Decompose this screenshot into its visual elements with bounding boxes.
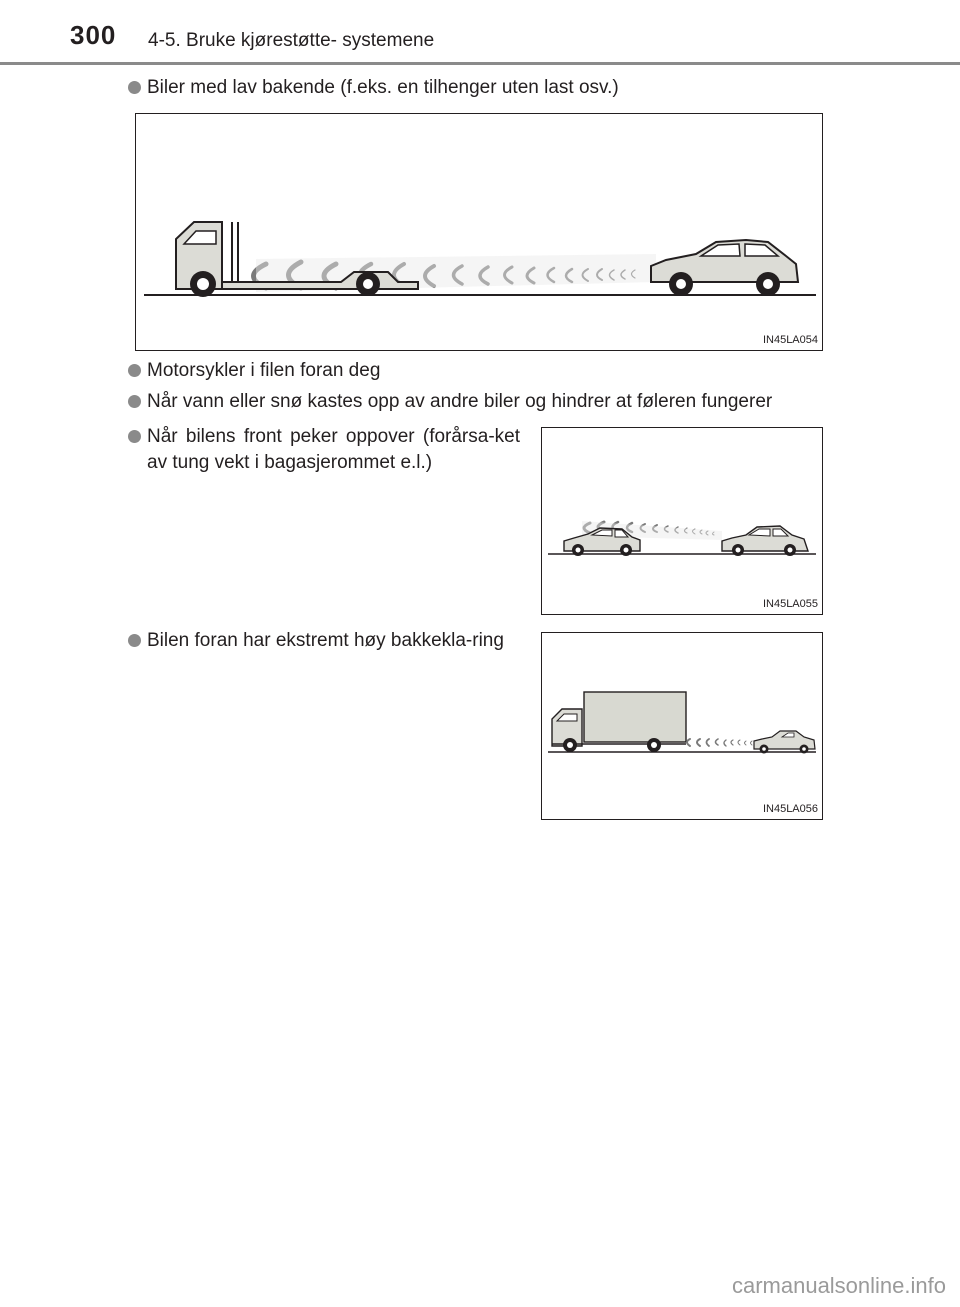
bullet-text: Motorsykler i filen foran deg [147,360,381,381]
page-number: 300 [70,20,117,50]
bullet-dot [128,634,141,647]
header-rule [0,62,960,65]
bullet-high-ground-clearance [128,628,520,654]
figure-code: IN45LA054 [762,334,818,346]
box-truck-illustration [542,633,822,819]
bullet-dot [128,364,141,377]
two-cars-illustration [542,428,822,614]
bullet-text: Når bilens front peker oppover (forårsa-ket av tung vekt i bagasjerommet e.l.) [147,426,520,473]
bullet-dot [128,395,141,408]
watermark: carmanualsonline.info [731,1273,946,1298]
bullet-front-pointing-up [128,424,520,476]
figure-front-pointing-up [541,427,823,615]
bullet-dot [128,430,141,443]
bullet-dot [128,81,141,94]
section-title: 4-5. Bruke kjørestøtte- systemene [148,30,435,51]
bullet-low-rear-vehicles [128,75,848,101]
bullet-text: Når vann eller snø kastes opp av andre biler og hindrer at føleren fungerer [147,391,773,412]
figure-low-trailer [135,113,823,351]
figure-code: IN45LA056 [762,803,818,815]
bullet-motorcycles [128,358,848,384]
figure-high-clearance [541,632,823,820]
truck-trailer-illustration [136,114,822,350]
bullet-text: Bilen foran har ekstremt høy bakkekla-ring [147,630,504,651]
bullet-text: Biler med lav bakende (f.eks. en tilhenger uten last osv.) [147,77,619,98]
figure-code: IN45LA055 [762,598,818,610]
bullet-water-snow [128,389,848,415]
